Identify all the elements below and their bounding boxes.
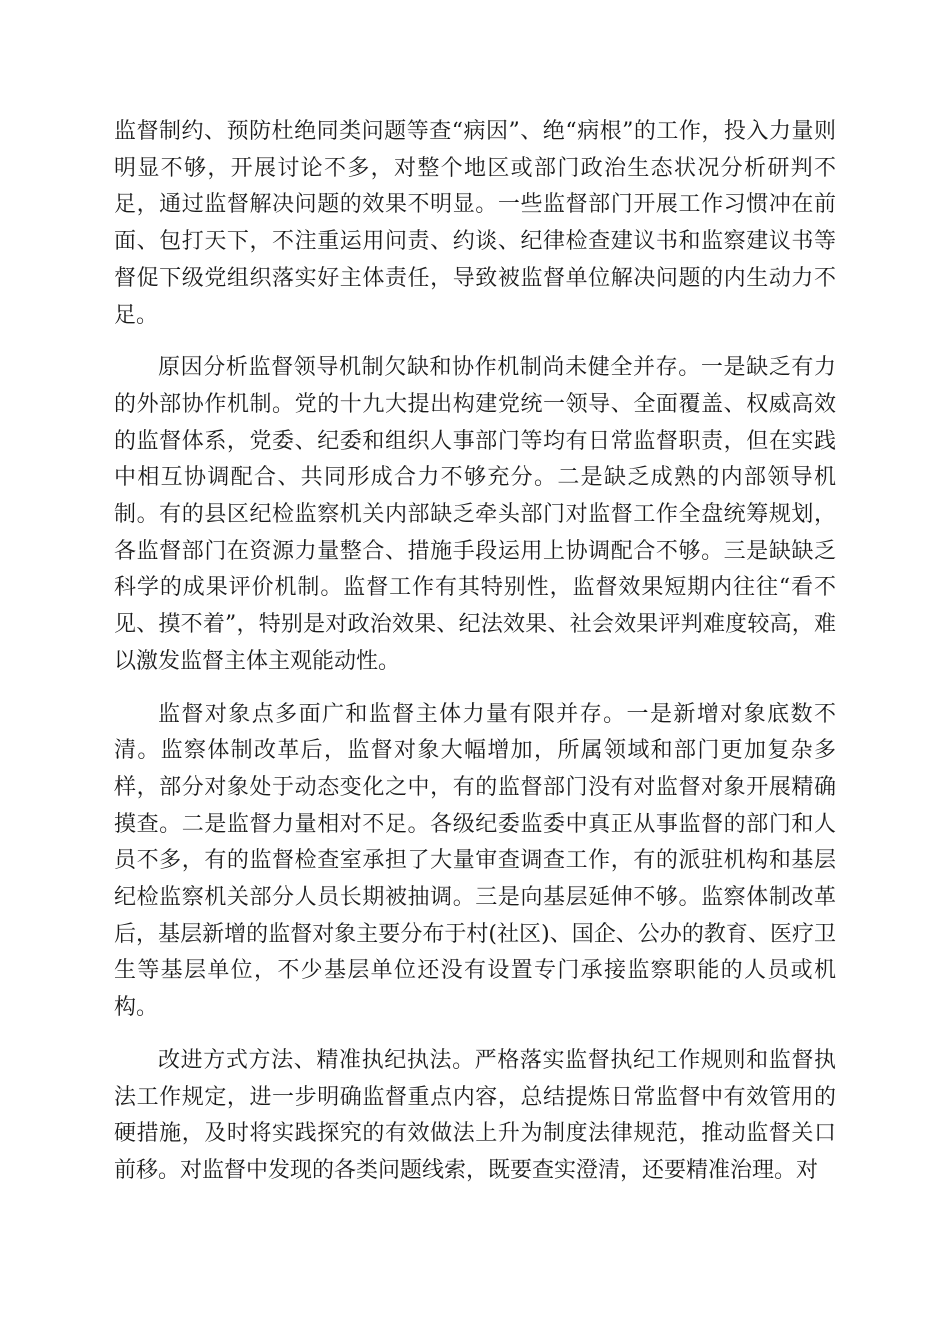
paragraph-2: 原因分析监督领导机制欠缺和协作机制尚未健全并存。一是缺乏有力的外部协作机制。党的十九大提出构建党统一领导、全面覆盖、权威高效的监督体系，党委、纪委和组织人事部门等均有日常监督职责，但在实践中相互协调配合、共同形成合力不够充分。二是缺乏成熟的内部领导机制。有的县区纪检监察机关内部缺乏牵头部门对监督工作全盘统筹规划，各监督部门在资源力量整合、措施手段运用上协调配合不够。三是缺缺乏科学的成果评价机制。监督工作有其特别性，监督效果短期内往往“看不见、摸不着”，特别是对政治效果、纪法效果、社会效果评判难度较高，难以激发监督主体主观能动性。 bbox=[114, 355, 836, 674]
document-page bbox=[114, 114, 836, 1190]
paragraph-3: 监督对象点多面广和监督主体力量有限并存。一是新增对象底数不清。监察体制改革后，监督对象大幅增加，所属领域和部门更加复杂多样，部分对象处于动态变化之中，有的监督部门没有对监督对象开展精确摸查。二是监督力量相对不足。各级纪委监委中真正从事监督的部门和人员不多，有的监督检查室承担了大量审查调查工作，有的派驻机构和基层纪检监察机关部分人员长期被抽调。三是向基层延伸不够。监察体制改革后，基层新增的监督对象主要分布于村(社区)、国企、公办的教育、医疗卫生等基层单位，不少基层单位还没有设置专门承接监察职能的人员或机构。 bbox=[114, 701, 836, 1021]
paragraph-1: 监督制约、预防杜绝同类问题等查“病因”、绝“病根”的工作，投入力量则明显不够，开展讨论不多，对整个地区或部门政治生态状况分析研判不足，通过监督解决问题的效果不明显。一些监督部门开展工作习惯冲在前面、包打天下，不注重运用问责、约谈、纪律检查建议书和监察建议书等督促下级党组织落实好主体责任，导致被监督单位解决问题的内生动力不足。 bbox=[114, 119, 836, 328]
paragraph-4: 改进方式方法、精准执纪执法。严格落实监督执纪工作规则和监督执法工作规定，进一步明确监督重点内容，总结提炼日常监督中有效管用的硬措施，及时将实践探究的有效做法上升为制度法律规范，推动监督关口前移。对监督中发现的各类问题线索，既要查实澄清，还要精准治理。对 bbox=[114, 1047, 836, 1183]
